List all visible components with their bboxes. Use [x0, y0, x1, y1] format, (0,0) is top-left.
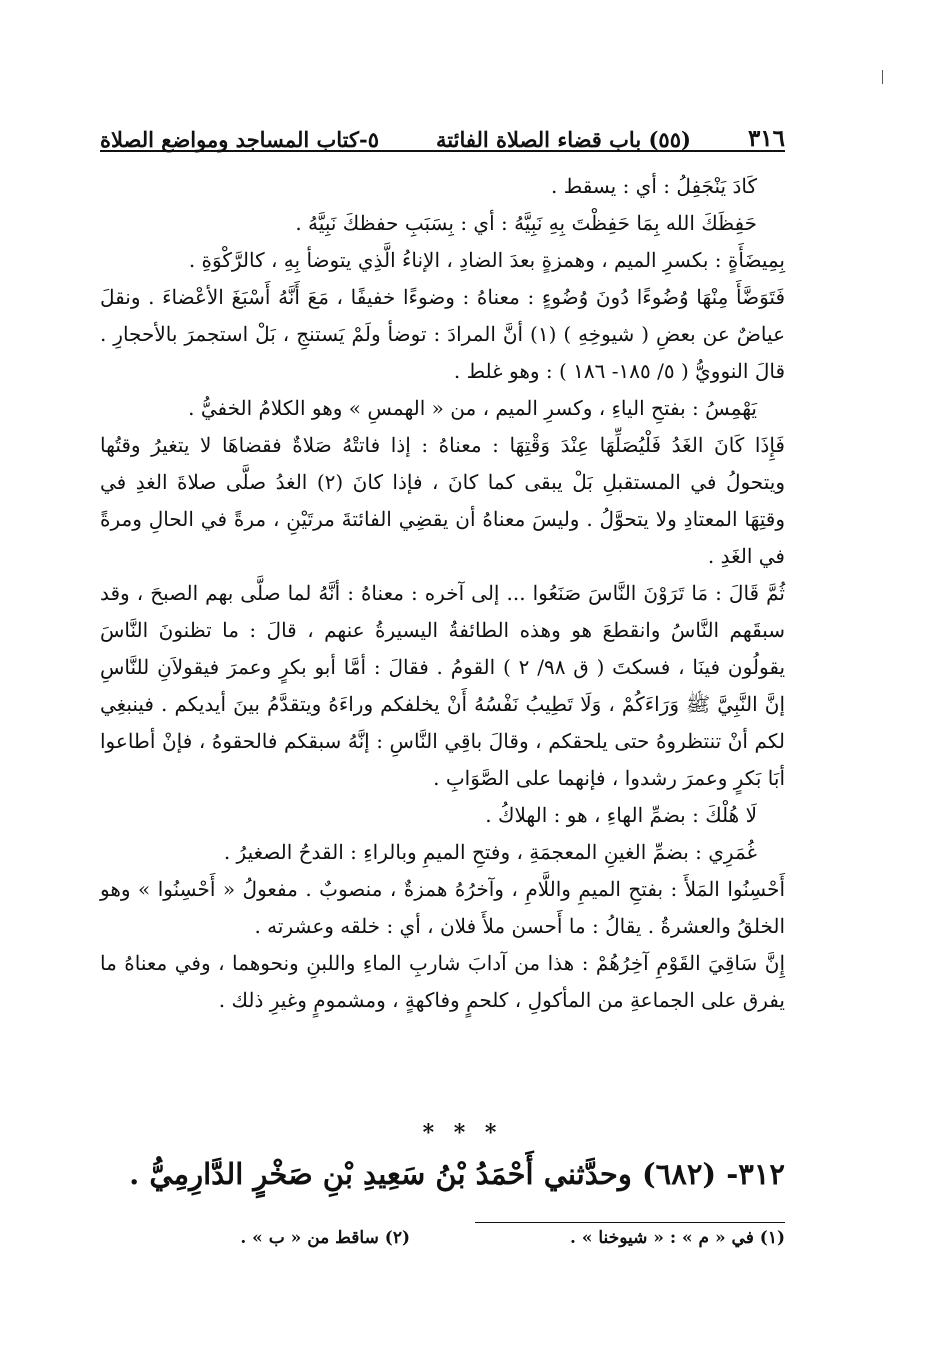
- paragraph: فَتَوَضَّأَ مِنْهَا وُضُوءًا دُونَ وُضُوءٍ : معناهُ : وضوءًا خفيفًا ، مَعَ أَنَّهُ أَسْبَغَ الأعْضاءَ . ونقلَ عياضٌ عن بعضِ ( شيوخِهِ ) (١) أنَّ المرادَ : توضأ ولَمْ يَستنجِ ، بَلْ استجمرَ بالأحجارِ . قالَ النوويُّ ( ٥/ ١٨٥- ١٨٦ ) : وهو غلط .: [100, 285, 785, 383]
- paragraph: غُمَرِي : بضمِّ الغينِ المعجمَةِ ، وفتحِ الميمِ وبالراءِ : القدحُ الصغيرُ .: [223, 840, 757, 864]
- paragraph: أَحْسِنُوا المَلأَ : بفتحِ الميمِ واللَّامِ ، وآخرُهُ همزةٌ ، منصوبٌ . مفعولُ « أَحْسِنُوا » وهو الخلقُ والعشرةُ . يقالُ : ما أَحسن ملأَ فلان ، أي : خلقه وعشرته .: [100, 877, 785, 938]
- footnote-divider: [475, 1222, 785, 1223]
- book-title: ٥-كتاب المساجد ومواضع الصلاة: [100, 127, 380, 152]
- paragraph: ثُمَّ قَالَ : مَا تَرَوْنَ النَّاسَ صَنَعُوا ... إلى آخره : معناهُ : أنَّهُ لما صلَّى بهم الصبحَ ، وقد سبقَهم النَّاسُ وانقطعَ هو وهذه الطائفةُ اليسيرةُ عنهم ، قالَ : ما تظنونَ النَّاسَ يقولُون فينَا ، فسكتَ ( ق ٩٨/ ٢ ) القومُ . فقالَ : أمَّا أبو بكرٍ وعمرَ فيقولاَنِ للنَّاسِ إنَّ النَّبِيَّ ﷺ وَرَاءَكُمْ ، وَلَا تَطِيبُ نَفْسُهُ أَنْ يخلفكم وراءَهُ ويتقدَّمُ بينَ أيديكم . فينبغِي لكم أنْ تنتظروهُ حتى يلحقكم ، وقالَ باقِي النَّاسِ : إنَّهُ سبقكم فالحقوهُ ، فإنْ أطاعوا أبَا بَكرٍ وعمرَ رشدوا ، فإنهما على الصَّوَابِ .: [100, 581, 786, 790]
- paragraph: بِمِيضَأَةٍ : بكسرِ الميم ، وهمزةٍ بعدَ الضادِ ، الإناءُ الَّذِي يتوضأ بِهِ ، كالرَّكْوَةِ .: [188, 248, 785, 272]
- chapter-title: (٥٥) باب قضاء الصلاة الفائتة: [436, 127, 691, 152]
- page-header: [100, 112, 785, 152]
- scan-mark: [882, 70, 884, 84]
- footnotes: [100, 1228, 785, 1248]
- paragraph: حَفِظَكَ الله بِمَا حَفِظْتَ بِهِ نَبِيَّهُ : أي : بِسَبَبِ حفظكَ نَبِيَّهُ .: [295, 211, 757, 235]
- section-separator: * * *: [422, 1120, 503, 1146]
- paragraph: إِنَّ سَاقِيَ القَوْمِ آخِرُهُمْ : هذا من آدابَ شاربِ الماءِ واللبنِ ونحوهما ، وفي معناهُ ما يفرق على الجماعةِ من المأكولِ ، كلحمٍ وفاكهةٍ ، ومشمومٍ وغيرِ ذلك .: [100, 951, 785, 1012]
- page-number: ٣١٦: [747, 125, 785, 152]
- footnote-1: (١) في « م » : « شيوخنا » .: [570, 1228, 785, 1248]
- paragraph: فَإِذَا كَانَ الغَدُ فَلْيُصَلِّهَا عِنْدَ وَقْتِهَا : معناهُ : إذا فاتتْهُ صَلاةٌ فقضاهَا لا يتغيرُ وقتُها ويتحولُ في المستقبلِ بَلْ يبقى كما كانَ ، فإذا كانَ (٢) الغدُ صلَّى صلاةَ الغدِ في وقتِهَا المعتادِ ولا يتحوَّلُ . وليسَ معناهُ أن يقضِي الفائتةَ مرتَيْنِ ، مرةً في الحالِ ومرةً في الغَدِ .: [100, 433, 785, 568]
- header-divider: [100, 150, 785, 152]
- commentary-body: [100, 168, 785, 1019]
- footnote-2: (٢) ساقط من « ب » .: [240, 1228, 410, 1248]
- paragraph: يَهْمِسُ : بفتحِ الياءِ ، وكسرِ الميم ، من « الهمسِ » وهو الكلامُ الخفيُّ .: [188, 396, 757, 420]
- paragraph: كَادَ يَنْجَفِلُ : أي : يسقط .: [551, 174, 757, 198]
- hadith-heading: ٣١٢- (٦٨٢) وحدَّثني أَحْمَدُ بْنُ سَعِيدِ بْنِ صَخْرٍ الدَّارِمِيُّ .: [129, 1157, 785, 1191]
- paragraph: لَا هُلْكَ : بضمِّ الهاءِ ، هو : الهلاكُ .: [485, 803, 757, 827]
